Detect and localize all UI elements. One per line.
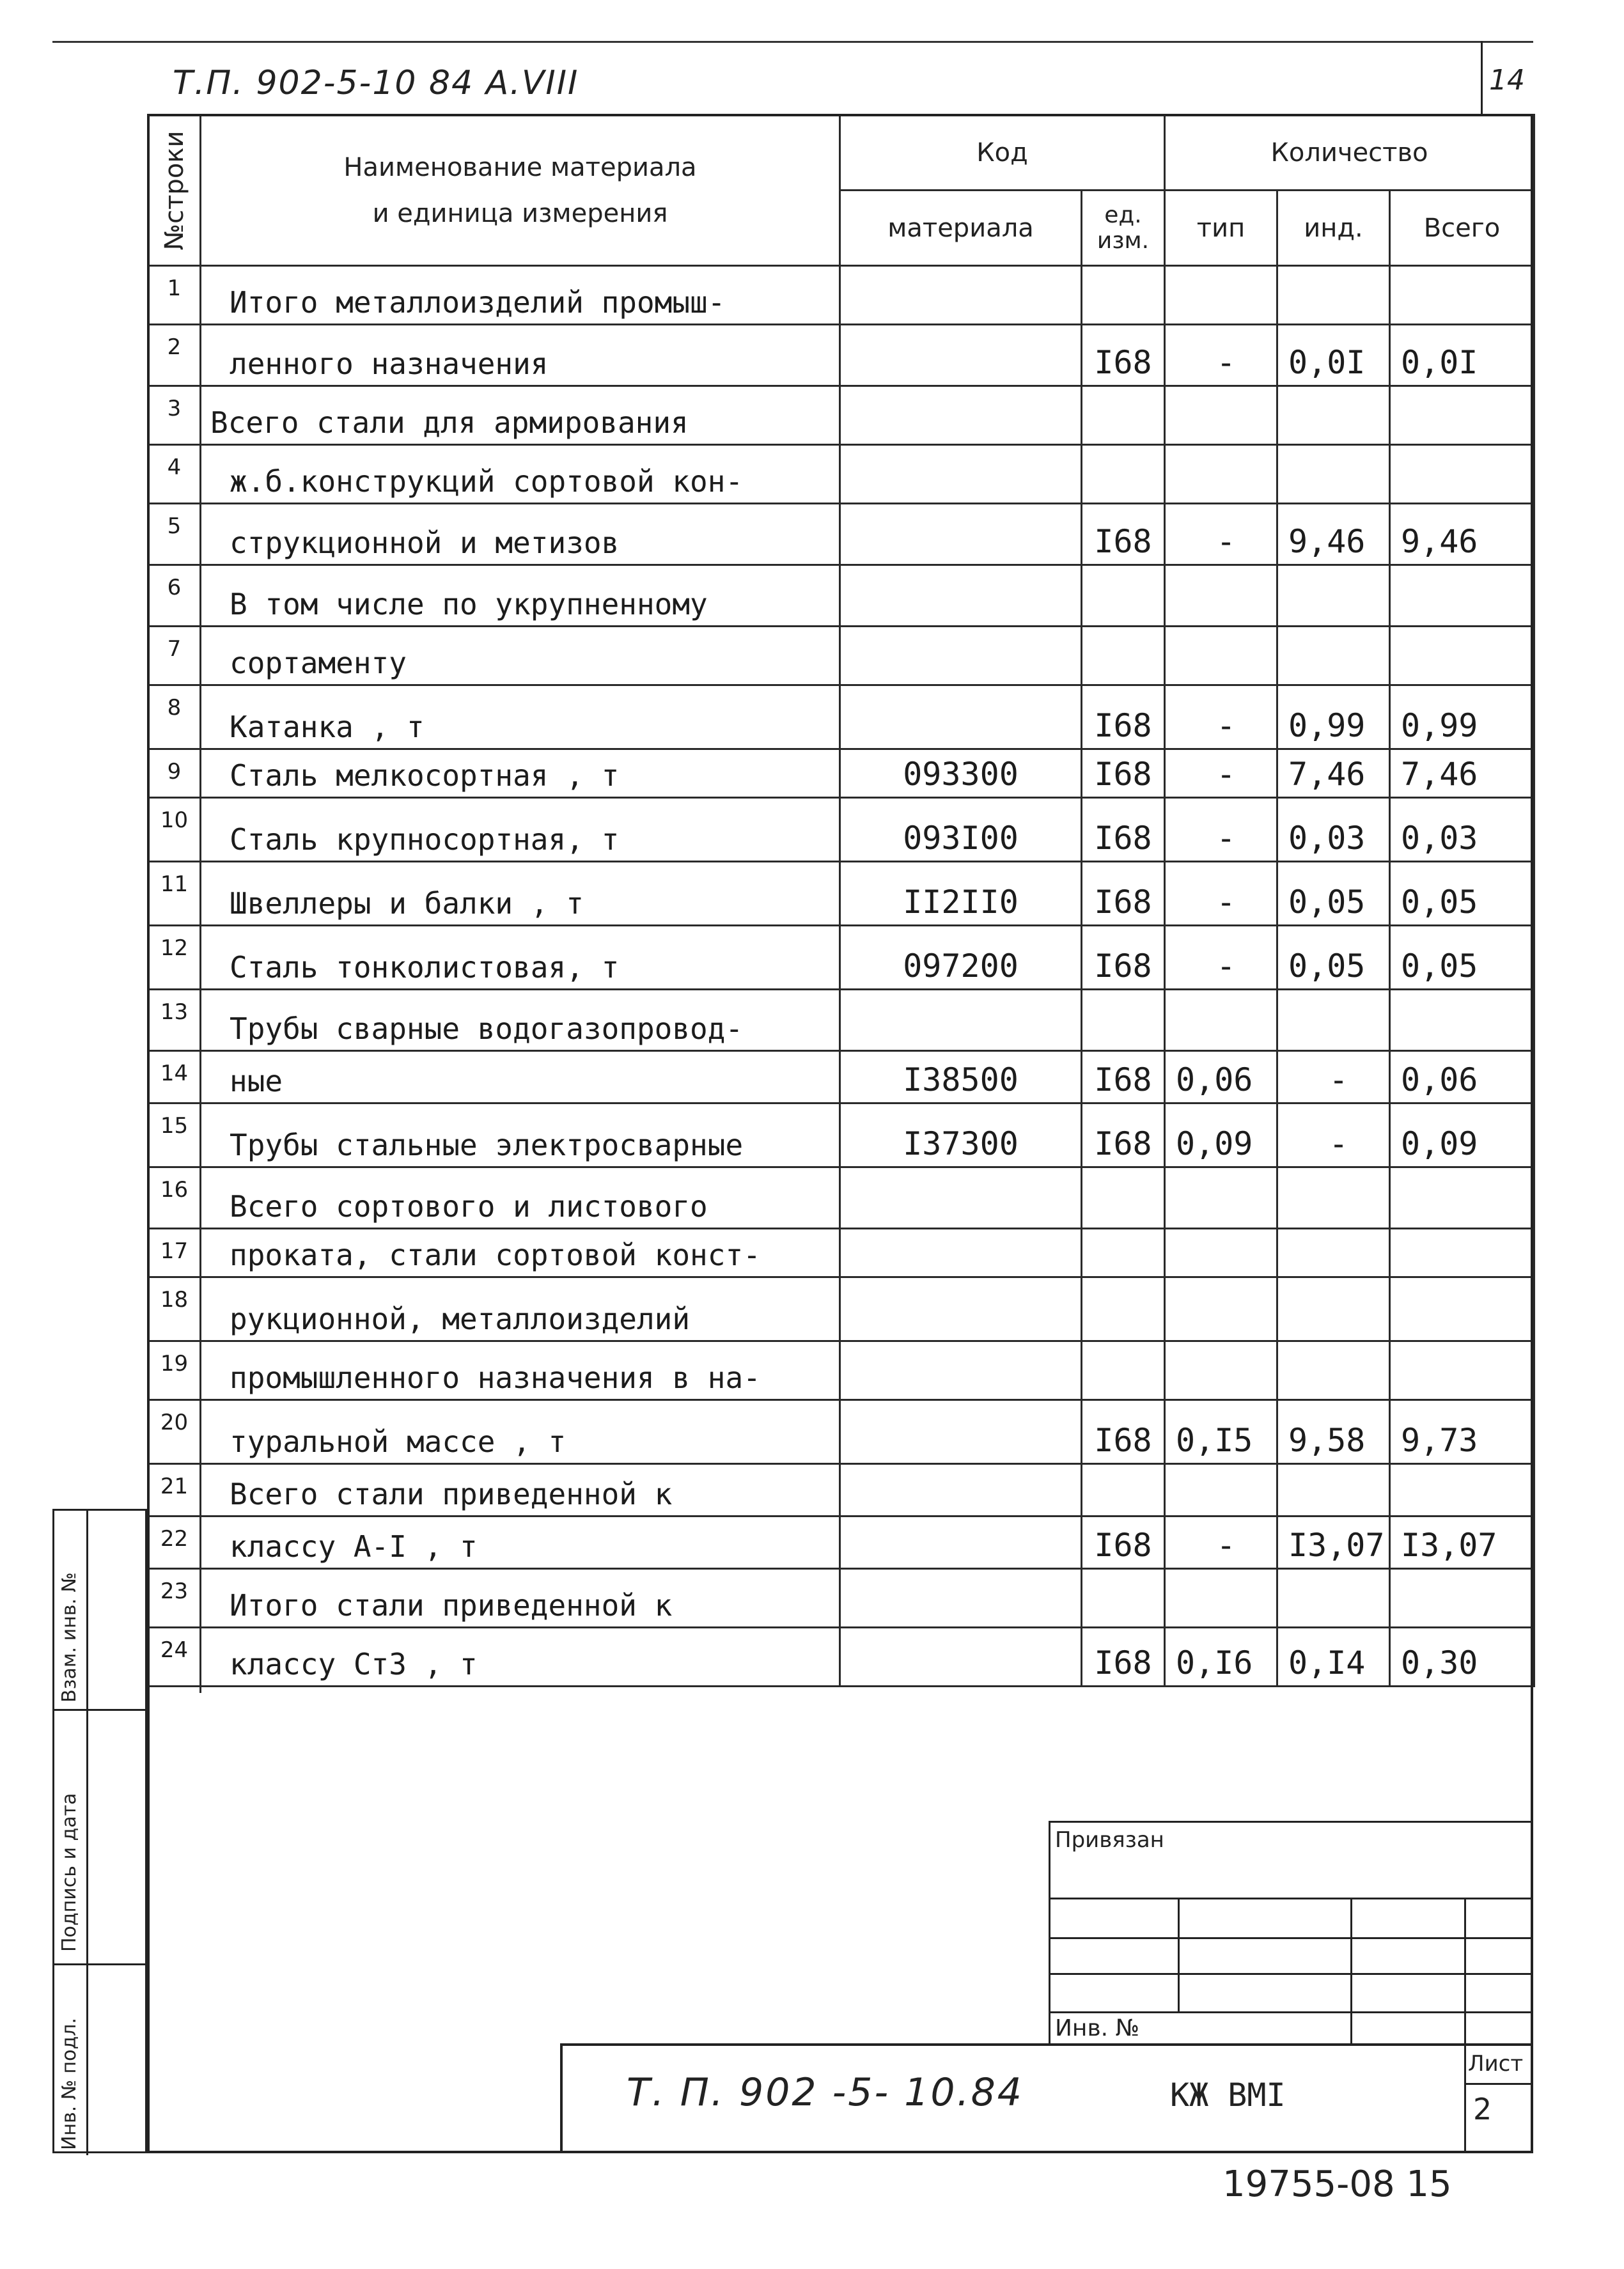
quantity-ind: - bbox=[1277, 1103, 1390, 1167]
header-doc-code: Т.П. 902-5-10 84 А.VIII bbox=[173, 64, 579, 102]
header-q-type: тип bbox=[1165, 191, 1277, 266]
row-number: 20 bbox=[148, 1400, 201, 1464]
row-number: 22 bbox=[148, 1517, 201, 1569]
strip-label-podpis-data: Подпись и дата bbox=[58, 1793, 81, 1952]
material-name: Всего сортового и листового bbox=[201, 1167, 840, 1229]
row-number: 15 bbox=[148, 1103, 201, 1167]
material-name: В том числе по укрупненному bbox=[201, 565, 840, 627]
header-code-unit-label: ед. изм. bbox=[1097, 201, 1150, 254]
quantity-total: 0,03 bbox=[1390, 798, 1534, 862]
quantity-type: 0,I5 bbox=[1165, 1400, 1277, 1464]
material-code: I37300 bbox=[840, 1103, 1082, 1167]
quantity-ind: - bbox=[1277, 1051, 1390, 1103]
quantity-ind: 0,99 bbox=[1277, 685, 1390, 749]
row-number: 4 bbox=[148, 445, 201, 504]
row-number: 24 bbox=[148, 1628, 201, 1687]
unit-code: I68 bbox=[1082, 1103, 1165, 1167]
material-name: туральной массе , т bbox=[201, 1400, 840, 1464]
unit-code: I68 bbox=[1082, 685, 1165, 749]
quantity-total: 9,73 bbox=[1390, 1400, 1534, 1464]
material-name: Трубы сварные водогазопровод- bbox=[201, 990, 840, 1051]
material-code: 097200 bbox=[840, 926, 1082, 990]
material-name: Всего стали приведенной к bbox=[201, 1464, 840, 1517]
quantity-type: 0,09 bbox=[1165, 1103, 1277, 1167]
material-name: сортаменту bbox=[201, 627, 840, 685]
quantity-ind: 9,46 bbox=[1277, 504, 1390, 565]
quantity-total: 0,09 bbox=[1390, 1103, 1534, 1167]
unit-code: I68 bbox=[1082, 862, 1165, 926]
material-name: Швеллеры и балки , т bbox=[201, 862, 840, 926]
quantity-ind: 9,58 bbox=[1277, 1400, 1390, 1464]
quantity-total: 7,46 bbox=[1390, 749, 1534, 798]
row-number: 2 bbox=[148, 325, 201, 386]
quantity-type: - bbox=[1165, 798, 1277, 862]
material-name: ж.б.конструкций сортовой кон- bbox=[201, 445, 840, 504]
row-number: 7 bbox=[148, 627, 201, 685]
header-q-ind: инд. bbox=[1277, 191, 1390, 266]
quantity-total: 9,46 bbox=[1390, 504, 1534, 565]
unit-code: I68 bbox=[1082, 926, 1165, 990]
material-name: Всего стали для армирования bbox=[201, 386, 840, 445]
row-number: 6 bbox=[148, 565, 201, 627]
quantity-type: - bbox=[1165, 926, 1277, 990]
material-name: Трубы стальные электросварные bbox=[201, 1103, 840, 1167]
material-name: Сталь мелкосортная , т bbox=[201, 749, 840, 798]
quantity-total: 0,06 bbox=[1390, 1051, 1534, 1103]
header-row-no-label: №строки bbox=[159, 130, 189, 250]
material-name: ленного назначения bbox=[201, 325, 840, 386]
list-label: Лист bbox=[1468, 2051, 1524, 2077]
header-name-line1: Наименование материала bbox=[343, 152, 697, 182]
row-number: 9 bbox=[148, 749, 201, 798]
material-name: проката, стали сортовой конст- bbox=[201, 1229, 840, 1277]
row-number: 10 bbox=[148, 798, 201, 862]
row-number: 17 bbox=[148, 1229, 201, 1277]
material-name: ные bbox=[201, 1051, 840, 1103]
strip-divider-1 bbox=[54, 1709, 149, 1711]
quantity-type: - bbox=[1165, 749, 1277, 798]
unit-code: I68 bbox=[1082, 504, 1165, 565]
archive-number: 19755-08 15 bbox=[1222, 2164, 1452, 2205]
row-number: 18 bbox=[148, 1277, 201, 1341]
quantity-total: 0,05 bbox=[1390, 862, 1534, 926]
unit-code: I68 bbox=[1082, 1051, 1165, 1103]
sheet-number: 14 bbox=[1489, 64, 1525, 97]
unit-code: I68 bbox=[1082, 1628, 1165, 1687]
material-name: Катанка , т bbox=[201, 685, 840, 749]
row-number: 13 bbox=[148, 990, 201, 1051]
strip-label-vzam-inv: Взам. инв. № bbox=[58, 1572, 81, 1703]
quantity-total: 0,05 bbox=[1390, 926, 1534, 990]
material-name: Сталь тонколистовая, т bbox=[201, 926, 840, 990]
header-code: Код bbox=[840, 115, 1165, 191]
quantity-ind: 0,05 bbox=[1277, 926, 1390, 990]
strip-inner-line bbox=[86, 1511, 88, 2155]
material-name: рукционной, металлоизделий bbox=[201, 1277, 840, 1341]
stamp-doc-code: Т. П. 902 -5- 10.84 bbox=[627, 2070, 1024, 2115]
top-border-line bbox=[52, 41, 1533, 43]
row-number: 23 bbox=[148, 1569, 201, 1628]
quantity-total: 0,0I bbox=[1390, 325, 1534, 386]
material-name: струкционной и метизов bbox=[201, 504, 840, 565]
quantity-type: - bbox=[1165, 685, 1277, 749]
material-code: 093300 bbox=[840, 749, 1082, 798]
header-code-material: материала bbox=[840, 191, 1082, 266]
quantity-total: 0,99 bbox=[1390, 685, 1534, 749]
unit-code: I68 bbox=[1082, 798, 1165, 862]
material-name: классу А-I , т bbox=[201, 1517, 840, 1569]
material-name: Сталь крупносортная, т bbox=[201, 798, 840, 862]
material-code: II2II0 bbox=[840, 862, 1082, 926]
quantity-ind: 7,46 bbox=[1277, 749, 1390, 798]
unit-code: I68 bbox=[1082, 325, 1165, 386]
quantity-type: - bbox=[1165, 1517, 1277, 1569]
unit-code: I68 bbox=[1082, 1517, 1165, 1569]
row-number: 12 bbox=[148, 926, 201, 990]
material-name: Итого металлоизделий промыш- bbox=[201, 266, 840, 325]
stamp-mark: КЖ ВМI bbox=[1170, 2077, 1286, 2114]
unit-code: I68 bbox=[1082, 1400, 1165, 1464]
strip-divider-2 bbox=[54, 1963, 149, 1965]
material-code: 093I00 bbox=[840, 798, 1082, 862]
header-quantity: Количество bbox=[1165, 115, 1534, 191]
material-code: I38500 bbox=[840, 1051, 1082, 1103]
quantity-type: - bbox=[1165, 325, 1277, 386]
row-number: 1 bbox=[148, 266, 201, 325]
quantity-total: I3,07 bbox=[1390, 1517, 1534, 1569]
unit-code: I68 bbox=[1082, 749, 1165, 798]
privyazan-label: Привязан bbox=[1055, 1827, 1164, 1853]
row-number: 3 bbox=[148, 386, 201, 445]
material-name: промышленного назначения в на- bbox=[201, 1341, 840, 1400]
quantity-ind: 0,0I bbox=[1277, 325, 1390, 386]
material-name: Итого стали приведенной к bbox=[201, 1569, 840, 1628]
row-number: 14 bbox=[148, 1051, 201, 1103]
quantity-type: - bbox=[1165, 862, 1277, 926]
row-number: 21 bbox=[148, 1464, 201, 1517]
header-name-line2: и единица измерения bbox=[372, 198, 668, 228]
quantity-ind: 0,05 bbox=[1277, 862, 1390, 926]
inv-no-label: Инв. № bbox=[1055, 2015, 1140, 2041]
quantity-type: - bbox=[1165, 504, 1277, 565]
side-stamp-strip bbox=[52, 1509, 147, 2153]
quantity-ind: I3,07 bbox=[1277, 1517, 1390, 1569]
header-q-total: Всего bbox=[1390, 191, 1534, 266]
quantity-total: 0,30 bbox=[1390, 1628, 1534, 1687]
quantity-type: 0,06 bbox=[1165, 1051, 1277, 1103]
row-number: 8 bbox=[148, 685, 201, 749]
quantity-type: 0,I6 bbox=[1165, 1628, 1277, 1687]
row-number: 5 bbox=[148, 504, 201, 565]
strip-label-inv-podl: Инв. № подл. bbox=[58, 2018, 81, 2150]
quantity-ind: 0,I4 bbox=[1277, 1628, 1390, 1687]
row-number: 19 bbox=[148, 1341, 201, 1400]
page-frame bbox=[147, 114, 1533, 2153]
material-name: классу Ст3 , т bbox=[201, 1628, 840, 1687]
list-value: 2 bbox=[1473, 2092, 1492, 2126]
quantity-ind: 0,03 bbox=[1277, 798, 1390, 862]
row-number: 16 bbox=[148, 1167, 201, 1229]
row-number: 11 bbox=[148, 862, 201, 926]
